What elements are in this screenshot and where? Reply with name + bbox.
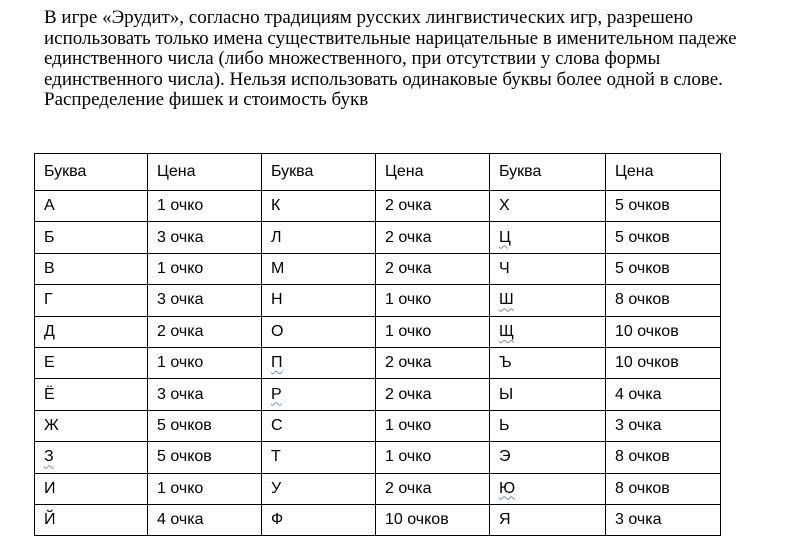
price-cell: 4 очка bbox=[148, 504, 262, 535]
price-cell: 10 очков bbox=[606, 347, 721, 378]
letter-cell: Ф bbox=[262, 504, 376, 535]
rules-paragraph bbox=[44, 8, 784, 111]
letter-cell: Я bbox=[490, 504, 606, 535]
table-row bbox=[35, 442, 721, 473]
price-cell: 8 очков bbox=[606, 473, 721, 504]
table-row bbox=[35, 191, 721, 222]
price-cell: 2 очка bbox=[376, 473, 490, 504]
table-row bbox=[35, 222, 721, 253]
letter-cell: А bbox=[35, 191, 148, 222]
paragraph-line-3: единственного числа (либо множественного, при отсутствии у слова формы bbox=[44, 48, 661, 69]
letter-cell: Б bbox=[35, 222, 148, 253]
letter-cell: К bbox=[262, 191, 376, 222]
price-cell: 1 очко bbox=[148, 473, 262, 504]
price-cell: 2 очка bbox=[376, 222, 490, 253]
table-row bbox=[35, 285, 721, 316]
table-row bbox=[35, 253, 721, 284]
price-cell: 1 очко bbox=[148, 191, 262, 222]
table-header-row bbox=[35, 154, 721, 191]
letter-cell: Л bbox=[262, 222, 376, 253]
price-cell: 5 очков bbox=[606, 253, 721, 284]
letter-text: Ш bbox=[499, 291, 514, 309]
header-cell: Буква bbox=[490, 154, 606, 191]
price-cell: 3 очка bbox=[606, 410, 721, 441]
price-cell: 8 очков bbox=[606, 285, 721, 316]
price-cell: 1 очко bbox=[376, 442, 490, 473]
price-cell: 3 очка bbox=[148, 285, 262, 316]
letter-cell bbox=[35, 442, 148, 473]
table-row bbox=[35, 316, 721, 347]
price-cell: 3 очка bbox=[606, 504, 721, 535]
letter-cell: Ъ bbox=[490, 347, 606, 378]
letter-text: Щ bbox=[499, 322, 514, 340]
table-row bbox=[35, 410, 721, 441]
letter-cell bbox=[490, 473, 606, 504]
letter-cell: В bbox=[35, 253, 148, 284]
header-cell: Цена bbox=[148, 154, 262, 191]
price-cell: 2 очка bbox=[376, 379, 490, 410]
letter-cell: Ы bbox=[490, 379, 606, 410]
paragraph-line-1: В игре «Эрудит», согласно традициям русских лингвистических игр, разрешено bbox=[44, 7, 694, 28]
letter-cell: О bbox=[262, 316, 376, 347]
letter-cell: Д bbox=[35, 316, 148, 347]
price-cell: 1 очко bbox=[376, 285, 490, 316]
price-cell: 2 очка bbox=[376, 253, 490, 284]
letter-score-table bbox=[34, 153, 721, 536]
letter-cell: Х bbox=[490, 191, 606, 222]
letter-cell: И bbox=[35, 473, 148, 504]
table-row bbox=[35, 473, 721, 504]
price-cell: 2 очка bbox=[148, 316, 262, 347]
price-cell: 5 очков bbox=[148, 442, 262, 473]
price-cell: 3 очка bbox=[148, 379, 262, 410]
letter-cell: С bbox=[262, 410, 376, 441]
header-cell: Цена bbox=[606, 154, 721, 191]
price-cell: 5 очков bbox=[148, 410, 262, 441]
letter-cell bbox=[490, 285, 606, 316]
letter-cell: Ё bbox=[35, 379, 148, 410]
paragraph-line-4: единственного числа). Нельзя использовать одинаковые буквы более одной в слове. bbox=[44, 68, 723, 90]
letter-text: П bbox=[271, 354, 283, 372]
letter-cell bbox=[490, 316, 606, 347]
price-cell: 4 очка bbox=[606, 379, 721, 410]
price-cell: 1 очко bbox=[376, 410, 490, 441]
letter-text: Р bbox=[271, 385, 282, 403]
letter-cell: Й bbox=[35, 504, 148, 535]
letter-cell bbox=[490, 222, 606, 253]
price-cell: 10 очков bbox=[606, 316, 721, 347]
letter-cell: М bbox=[262, 253, 376, 284]
price-cell: 10 очков bbox=[376, 504, 490, 535]
price-cell: 5 очков bbox=[606, 191, 721, 222]
letter-cell: Н bbox=[262, 285, 376, 316]
letter-cell bbox=[262, 347, 376, 378]
price-cell: 8 очков bbox=[606, 442, 721, 473]
letter-cell bbox=[262, 379, 376, 410]
price-cell: 3 очка bbox=[148, 222, 262, 253]
price-cell: 2 очка bbox=[376, 191, 490, 222]
letter-cell: Ь bbox=[490, 410, 606, 441]
header-cell: Буква bbox=[35, 154, 148, 191]
letter-text: Ю bbox=[499, 479, 516, 497]
price-cell: 1 очко bbox=[148, 347, 262, 378]
letter-cell: Э bbox=[490, 442, 606, 473]
table-row bbox=[35, 504, 721, 535]
paragraph-line-5: Распределение фишек и стоимость букв bbox=[44, 89, 369, 110]
letter-text: Ц bbox=[499, 228, 511, 246]
price-cell: 1 очко bbox=[376, 316, 490, 347]
price-cell: 2 очка bbox=[376, 347, 490, 378]
header-cell: Цена bbox=[376, 154, 490, 191]
letter-cell: Г bbox=[35, 285, 148, 316]
letter-cell: Е bbox=[35, 347, 148, 378]
paragraph-line-2: использовать только имена существительные нарицательные в именительном падеже bbox=[44, 27, 737, 49]
price-cell: 5 очков bbox=[606, 222, 721, 253]
price-cell: 1 очко bbox=[148, 253, 262, 284]
letter-cell: Ч bbox=[490, 253, 606, 284]
table-row bbox=[35, 347, 721, 378]
letter-cell: Т bbox=[262, 442, 376, 473]
letter-cell: Ж bbox=[35, 410, 148, 441]
letter-text: З bbox=[44, 448, 54, 466]
table-row bbox=[35, 379, 721, 410]
header-cell: Буква bbox=[262, 154, 376, 191]
letter-cell: У bbox=[262, 473, 376, 504]
